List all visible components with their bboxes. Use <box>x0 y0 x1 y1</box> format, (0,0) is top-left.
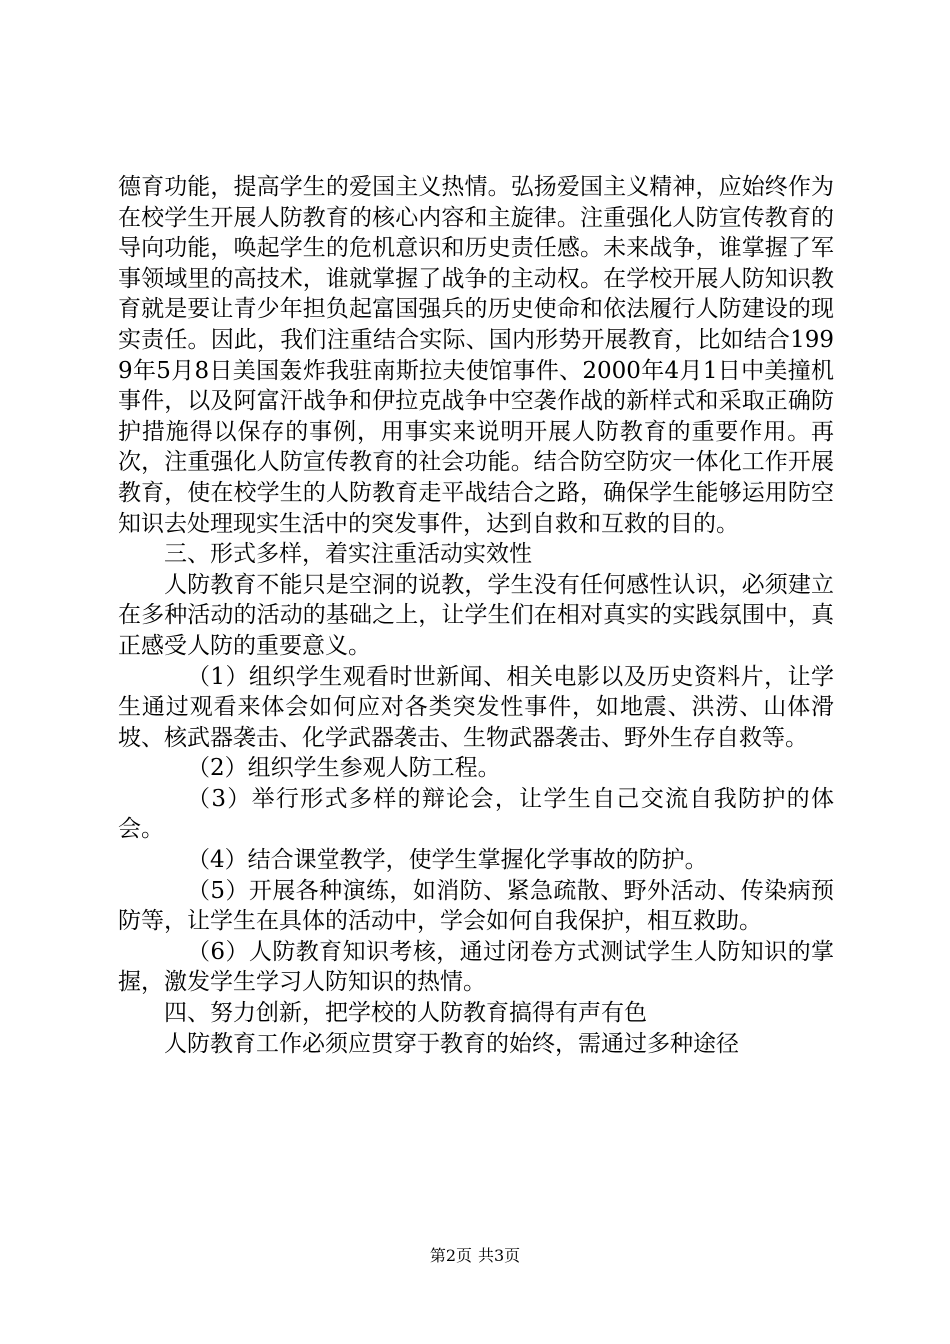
paragraph-continuation: 德育功能，提高学生的爱国主义热情。弘扬爱国主义精神，应始终作为在校学生开展人防教育的核心内容和主旋律。注重强化人防宣传教育的导向功能，唤起学生的危机意识和历史责任感。未来战争，谁掌握了军事领域里的高技术，谁就掌握了战争的主动权。在学校开展人防知识教育就是要让青少年担负起富国强兵的历史使命和依法履行人防建设的现实责任。因此，我们注重结合实际、国内形势开展教育，比如结合1999年5月8日美国轰炸我驻南斯拉夫使馆事件、2000年4月1日中美撞机事件，以及阿富汗战争和伊拉克战争中空袭作战的新样式和采取正确防护措施得以保存的事例，用事实来说明开展人防教育的重要作用。再次，注重强化人防宣传教育的社会功能。结合防空防灾一体化工作开展教育，使在校学生的人防教育走平战结合之路，确保学生能够运用防空知识去处理现实生活中的突发事件，达到自救和互救的目的。 <box>118 174 834 537</box>
list-item-3: （3）举行形式多样的辩论会，让学生自己交流自我防护的体会。 <box>118 785 834 843</box>
paragraph-intro: 人防教育不能只是空洞的说教，学生没有任何感性认识，必须建立在多种活动的活动的基础之上，让学生们在相对真实的实践氛围中，真正感受人防的重要意义。 <box>118 571 834 659</box>
paragraph-last: 人防教育工作必须应贯穿于教育的始终，需通过多种途径 <box>164 1030 739 1057</box>
page-footer <box>0 1243 950 1266</box>
list-item-6: （6）人防教育知识考核，通过闭卷方式测试学生人防知识的掌握，激发学生学习人防知识的热情。 <box>118 938 834 996</box>
page-total: 共3页 <box>478 1246 521 1265</box>
page-number: 第2页 <box>429 1246 472 1265</box>
list-item-5: （5）开展各种演练，如消防、紧急疏散、野外活动、传染病预防等，让学生在具体的活动中，学会如何自我保护，相互救助。 <box>118 877 834 935</box>
list-item-4: （4）结合课堂教学，使学生掌握化学事故的防护。 <box>187 847 708 874</box>
list-item-2: （2）组织学生参观人防工程。 <box>187 755 501 782</box>
section-heading-4: 四、努力创新，把学校的人防教育搞得有声有色 <box>164 1000 647 1027</box>
document-body <box>118 172 834 1059</box>
section-heading-3: 三、形式多样，着实注重活动实效性 <box>164 541 532 568</box>
list-item-1: （1）组织学生观看时世新闻、相关电影以及历史资料片，让学生通过观看来体会如何应对各类突发性事件，如地震、洪涝、山体滑坡、核武器袭击、化学武器袭击、生物武器袭击、野外生存自救等。 <box>118 663 834 751</box>
